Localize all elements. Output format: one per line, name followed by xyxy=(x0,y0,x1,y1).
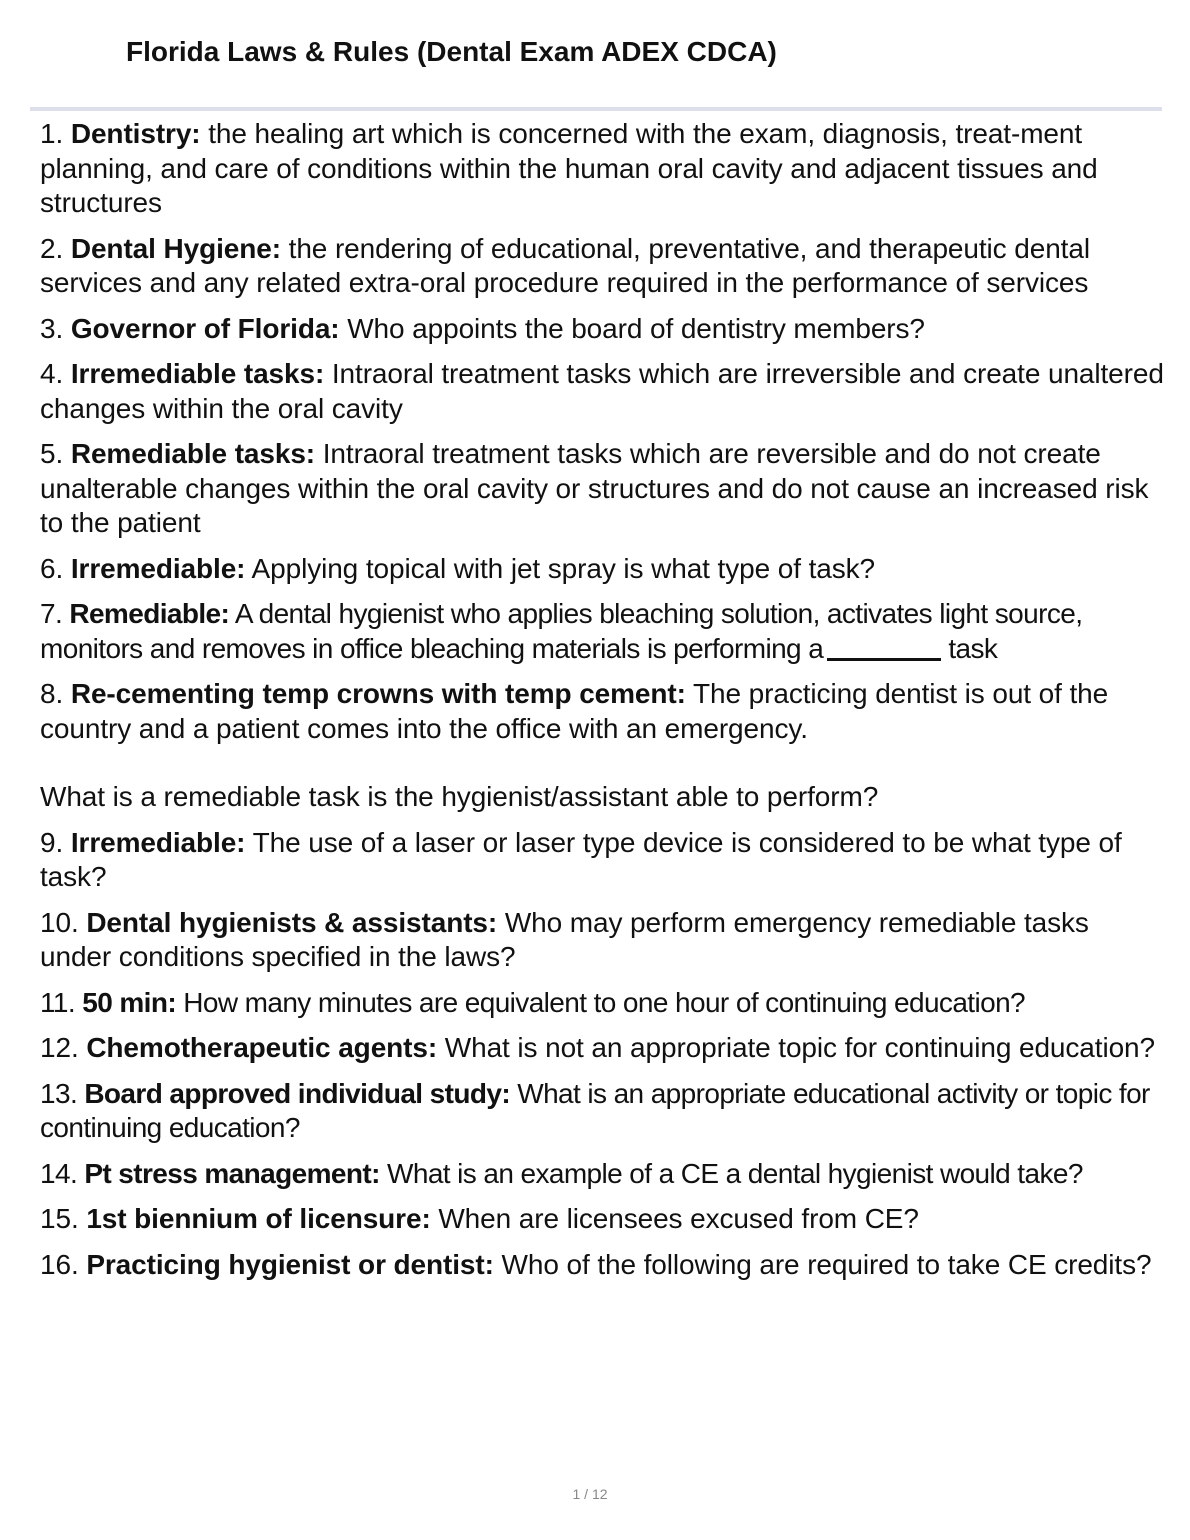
flashcard-list xyxy=(40,117,1165,1293)
entry-number: 4. xyxy=(40,358,64,389)
entry-number: 13. xyxy=(40,1077,78,1109)
entry-definition: Who of the following are required to take CE credits? xyxy=(501,1248,1152,1280)
entry-definition: the rendering of educational, preventative, and therapeutic dental services and any related extra-oral procedure required in the performance of services xyxy=(40,232,1090,298)
entry-number: 10. xyxy=(40,906,79,938)
entry-definition: When are licensees excused from CE? xyxy=(438,1203,919,1234)
entry-definition: Intraoral treatment tasks which are irreversible and create unaltered changes within the oral cavity xyxy=(40,358,1164,424)
flashcard-entry xyxy=(40,1157,1165,1192)
entry-definition: Applying topical with jet spray is what type of task? xyxy=(251,552,876,584)
entry-definition: Intraoral treatment tasks which are reversible and do not create unalterable changes within the oral cavity or structures and do not cause an increased risk to the patient xyxy=(40,438,1149,538)
entry-term: Dentistry: xyxy=(70,118,201,149)
flashcard-entry xyxy=(40,597,1165,666)
entry-definition: The practicing dentist is out of the country and a patient comes into the office with an emergency. xyxy=(40,678,1109,744)
entry-term: Irremediable tasks: xyxy=(70,358,325,389)
flashcard-entry xyxy=(40,1202,1165,1237)
entry-term: Dental hygienists & assistants: xyxy=(86,906,498,938)
entry-term: Board approved individual study: xyxy=(84,1077,511,1109)
entry-term: Irremediable: xyxy=(70,826,246,858)
flashcard-entry xyxy=(40,357,1165,426)
entry-term: Chemotherapeutic agents: xyxy=(86,1032,438,1063)
entry-term: Remediable: xyxy=(69,598,230,629)
entry-number: 5. xyxy=(40,438,64,469)
entry-number: 3. xyxy=(40,312,64,344)
entry-definition: Who appoints the board of dentistry members? xyxy=(347,312,925,344)
entry-definition: A dental hygienist who applies bleaching solution, activates light source, monitors and removes in office bleaching materials is performing a xyxy=(40,598,1083,664)
entry-number: 14. xyxy=(40,1157,78,1189)
entry-definition: The use of a laser or laser type device is considered to be what type of task? xyxy=(40,826,1122,892)
entry-definition: What is not an appropriate topic for continuing education? xyxy=(444,1032,1155,1063)
flashcard-entry xyxy=(40,232,1165,301)
entry-number: 12. xyxy=(40,1032,79,1063)
flashcard-entry xyxy=(40,906,1165,975)
entry-definition: Who may perform emergency remediable tasks under conditions specified in the laws? xyxy=(40,906,1089,972)
flashcard-entry xyxy=(40,677,1165,815)
entry-term: 1st biennium of licensure: xyxy=(86,1203,431,1234)
entry-term: 50 min: xyxy=(82,986,177,1018)
flashcard-entry xyxy=(40,1248,1165,1283)
entry-term: Pt stress management: xyxy=(84,1157,380,1189)
fill-in-blank xyxy=(827,658,941,661)
entry-definition: How many minutes are equivalent to one hour of continuing education? xyxy=(183,986,1026,1018)
document-title: Florida Laws & Rules (Dental Exam ADEX CDCA) xyxy=(126,36,777,67)
entry-number: 15. xyxy=(40,1203,79,1234)
entry-number: 16. xyxy=(40,1248,79,1280)
entry-definition: the healing art which is concerned with the exam, diagnosis, treat-ment planning, and care of conditions within the human oral cavity and adjacent tissues and structures xyxy=(40,118,1098,218)
entry-term: Remediable tasks: xyxy=(70,438,316,469)
flashcard-entry xyxy=(40,117,1165,221)
entry-term: Dental Hygiene: xyxy=(70,232,281,264)
entry-number: 2. xyxy=(40,232,64,264)
entry-term: Irremediable: xyxy=(70,552,246,584)
flashcard-entry xyxy=(40,1077,1165,1146)
entry-term: Governor of Florida: xyxy=(70,312,340,344)
title-divider xyxy=(30,107,1162,111)
entry-number: 1. xyxy=(40,118,64,149)
entry-term: Re-cementing temp crowns with temp cement: xyxy=(70,678,686,709)
flashcard-entry xyxy=(40,986,1165,1021)
entry-definition-end: task xyxy=(948,632,998,664)
entry-definition: What is an example of a CE a dental hygienist would take? xyxy=(387,1157,1083,1189)
entry-number: 8. xyxy=(40,678,64,709)
entry-term: Practicing hygienist or dentist: xyxy=(86,1248,494,1280)
entry-number: 7. xyxy=(40,598,63,629)
flashcard-entry xyxy=(40,552,1165,587)
flashcard-entry xyxy=(40,437,1165,541)
entry-followup: What is a remediable task is the hygienist/assistant able to perform? xyxy=(40,781,879,812)
entry-number: 9. xyxy=(40,826,64,858)
page-indicator: 1 / 12 xyxy=(572,1486,608,1502)
entry-number: 6. xyxy=(40,552,64,584)
entry-definition: What is an appropriate educational activity or topic for continuing education? xyxy=(40,1077,1150,1143)
flashcard-entry xyxy=(40,312,1165,347)
entry-number: 11. xyxy=(40,986,76,1018)
flashcard-entry xyxy=(40,826,1165,895)
flashcard-entry xyxy=(40,1031,1165,1066)
